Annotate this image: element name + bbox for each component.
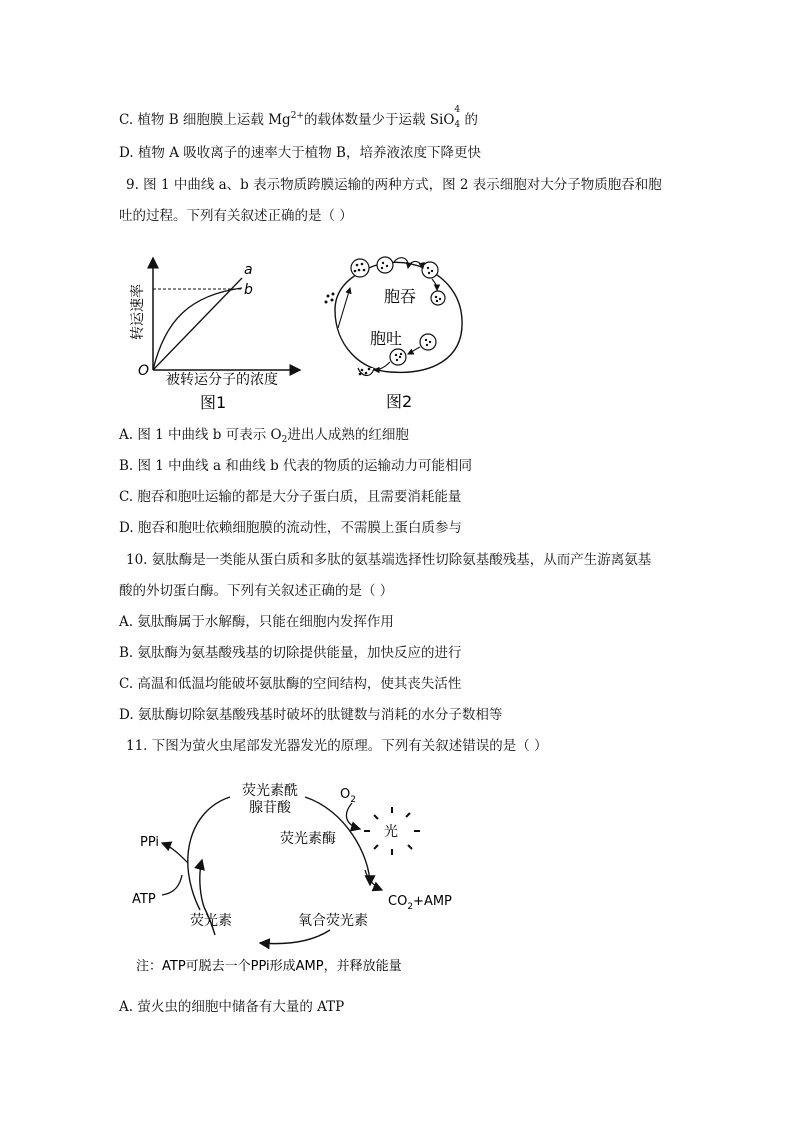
- q9-stem-line2: 吐的过程。下列有关叙述正确的是（ ）: [119, 208, 353, 224]
- q11-option-a: A. 萤火虫的细胞中储备有大量的 ATP: [119, 999, 345, 1015]
- q9-stem-line1: 9. 图 1 中曲线 a、b 表示物质跨膜运输的两种方式，图 2 表示细胞对大分子物质胞吞和胞: [126, 177, 662, 193]
- q10-option-d: D. 氨肽酶切除氨基酸残基时破坏的肽键数与消耗的水分子数相等: [119, 707, 503, 723]
- figure-1-caption: 图1: [200, 393, 227, 412]
- q10-option-b: B. 氨肽酶为氨基酸残基的切除提供能量，加快反应的进行: [119, 645, 462, 661]
- luciferin-label: 荧光素: [190, 913, 232, 929]
- q10-stem-line2: 酸的外切蛋白酶。下列有关叙述正确的是（ ）: [119, 583, 394, 599]
- q8-c-text-mid: 的载体数量少于运载 SiO: [303, 112, 455, 128]
- luciferase-label: 荧光素酶: [280, 831, 336, 847]
- curve-a-label: a: [244, 262, 253, 278]
- q9-option-b: B. 图 1 中曲线 a 和曲线 b 代表的物质的运输动力可能相同: [119, 458, 473, 474]
- q8-option-d: D. 植物 A 吸收离子的速率大于植物 B，培养液浓度下降更快: [119, 145, 481, 161]
- figure-2-endocytosis-exocytosis: [320, 250, 470, 420]
- cycle-arc-left: [188, 797, 230, 910]
- figure-note: 注：ATP可脱去一个PPi形成AMP，并释放能量: [136, 959, 402, 974]
- q9-a-text-end: 进出人成熟的红细胞: [287, 427, 409, 443]
- q10-option-c: C. 高温和低温均能破坏氨肽酶的空间结构，使其丧失活性: [119, 676, 462, 692]
- curve-b-line: [153, 288, 242, 370]
- luciferyl-adenylate-label-1: 荧光素酰: [242, 783, 298, 799]
- y-axis-label: 转运速率: [130, 284, 146, 340]
- cycle-arrow-up: [200, 860, 204, 907]
- silicate-charge: 4: [454, 105, 461, 115]
- q9-option-d: D. 胞吞和胞吐依赖细胞膜的流动性，不需膜上蛋白质参与: [119, 520, 462, 536]
- q11-stem: 11. 下图为萤火虫尾部发光器发光的原理。下列有关叙述错误的是（ ）: [126, 738, 548, 754]
- x-axis-label: 被转运分子的浓度: [166, 372, 278, 388]
- figure-1-transport-rate-graph: [120, 250, 320, 420]
- silicate-ion-index: [454, 105, 461, 135]
- oxyluciferin-label: 氧合荧光素: [298, 913, 368, 929]
- exocytosis-label: 胞吐: [370, 329, 403, 348]
- q9-a-text: A. 图 1 中曲线 b 可表示 O: [119, 427, 282, 443]
- q9-option-a: [119, 425, 409, 450]
- luciferyl-adenylate-label-2: 腺苷酸: [249, 800, 291, 816]
- ppi-label: PPi: [140, 835, 160, 850]
- o2-subscript: 2: [281, 435, 288, 445]
- origin-label: O: [138, 363, 150, 379]
- o2-input-arrow: [346, 803, 360, 829]
- co2-amp-output-arrow: [365, 870, 382, 890]
- co2-amp-label: $CO_2+AMP$: [388, 894, 452, 912]
- silicate-sub: 4: [454, 120, 461, 130]
- cycle-arc-bottom: [260, 930, 330, 944]
- ppi-output-arrow: [162, 843, 188, 863]
- atp-input-arrow: [162, 875, 182, 895]
- atp-label: ATP: [132, 892, 156, 907]
- q10-option-a: A. 氨肽酶属于水解酶，只能在细胞内发挥作用: [119, 614, 394, 630]
- q8-option-c: [119, 106, 478, 135]
- extracellular-particles: [325, 293, 335, 304]
- q8-c-text: C. 植物 B 细胞膜上运载 Mg: [119, 112, 291, 128]
- curve-a-line: [153, 278, 242, 370]
- q10-stem-line1: 10. 氨肽酶是一类能从蛋白质和多肽的氨基端选择性切除氨基酸残基，从而产生游离氨基: [126, 552, 652, 568]
- firefly-luminescence-cycle-diagram: [120, 775, 480, 985]
- endocytosis-label: 胞吞: [384, 287, 417, 306]
- o2-label: $O_2$: [340, 787, 356, 805]
- light-label: 光: [384, 824, 398, 840]
- q9-option-c: C. 胞吞和胞吐运输的都是大分子蛋白质，且需要消耗能量: [119, 489, 462, 505]
- figure-2-caption: 图2: [386, 392, 413, 411]
- curve-b-label: b: [244, 282, 253, 298]
- q8-c-text-end: 的: [460, 112, 478, 128]
- mg-charge: 2+: [290, 111, 304, 121]
